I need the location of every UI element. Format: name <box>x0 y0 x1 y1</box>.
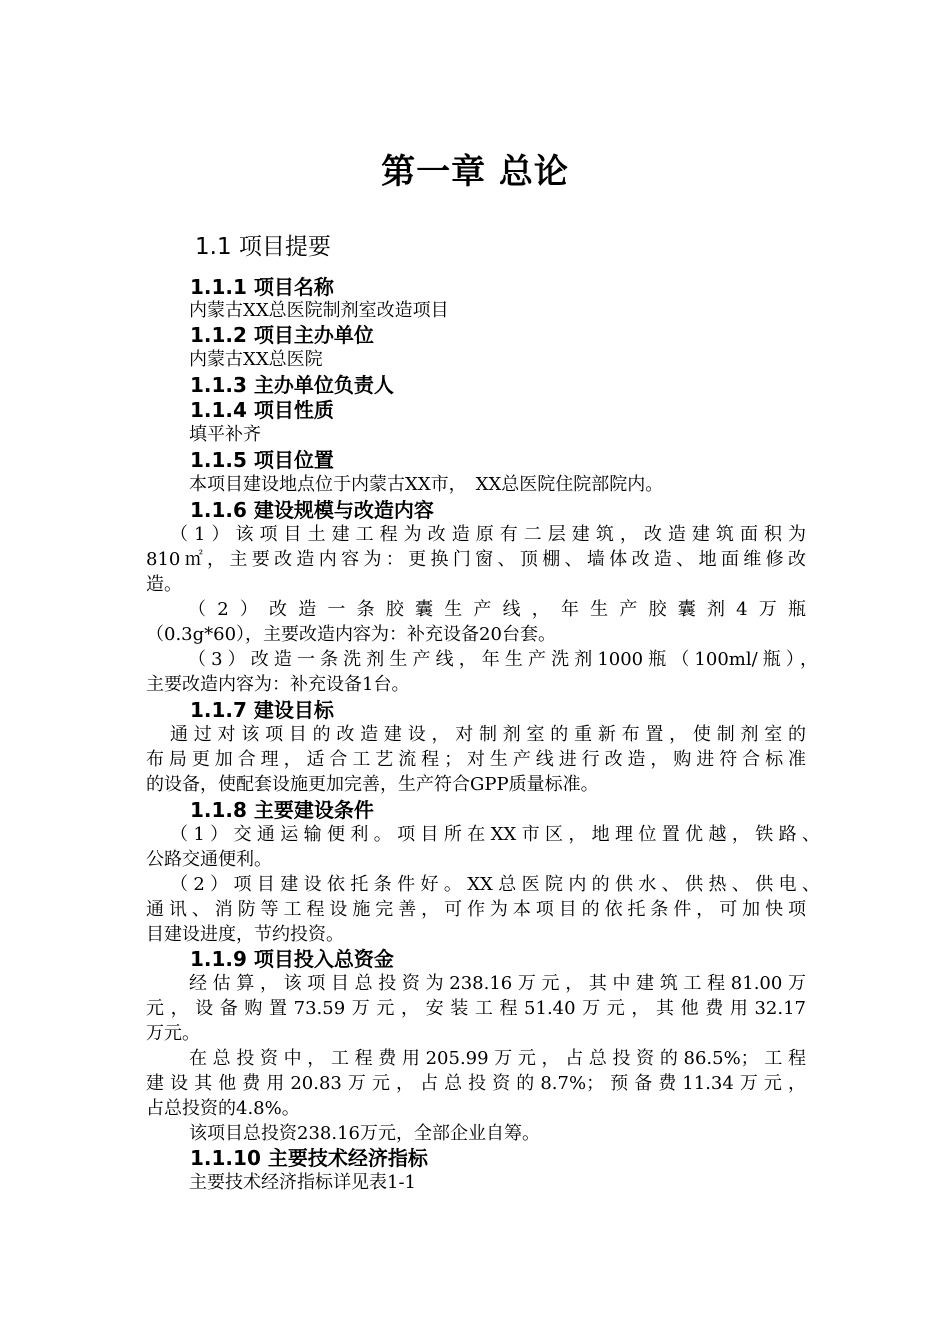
paragraph-line: （2）项目建设依托条件好。XX总医院内的供水、供热、供电、 <box>170 874 820 895</box>
paragraph-line: 该项目总投资238.16万元，全部企业自筹。 <box>189 1123 540 1144</box>
subsection-heading-1-1-7: 1.1.7 建设目标 <box>190 698 334 722</box>
paragraph-line: 造。 <box>146 574 182 595</box>
subsection-heading-1-1-5: 1.1.5 项目位置 <box>190 448 334 472</box>
project-nature-text: 填平补齐 <box>189 424 261 445</box>
subsection-heading-1-1-4: 1.1.4 项目性质 <box>190 398 334 422</box>
section-heading-1-1: 1.1 项目提要 <box>195 234 331 260</box>
paragraph-line: 目建设进度，节约投资。 <box>146 924 344 945</box>
subsection-heading-1-1-3: 1.1.3 主办单位负责人 <box>190 373 394 397</box>
paragraph-line: 经估算，该项目总投资为238.16万元，其中建筑工程81.00万 <box>189 973 806 994</box>
paragraph-line: 公路交通便利。 <box>146 849 272 870</box>
paragraph-line: 在总投资中，工程费用205.99万元，占总投资的86.5%；工程 <box>189 1048 806 1069</box>
paragraph-line: （2）改造一条胶囊生产线，年生产胶囊剂4万瓶 <box>188 599 806 620</box>
subsection-heading-1-1-1: 1.1.1 项目名称 <box>190 275 334 299</box>
paragraph-line: （1）交通运输便利。项目所在XX市区，地理位置优越，铁路、 <box>170 824 820 845</box>
paragraph-line: （1）该项目土建工程为改造原有二层建筑，改造建筑面积为 <box>170 524 806 545</box>
subsection-heading-1-1-6: 1.1.6 建设规模与改造内容 <box>190 498 434 522</box>
paragraph-line: （3）改造一条洗剂生产线，年生产洗剂1000瓶（100ml/瓶）， <box>188 649 818 670</box>
paragraph-line: 万元。 <box>146 1023 200 1044</box>
paragraph-line: （0.3g*60），主要改造内容为：补充设备20台套。 <box>146 624 556 645</box>
paragraph-line: 通过对该项目的改造建设，对制剂室的重新布置，使制剂室的 <box>170 724 806 745</box>
paragraph-line: 通讯、消防等工程设施完善，可作为本项目的依托条件，可加快项 <box>146 899 806 920</box>
paragraph-line: 占总投资的4.8%。 <box>146 1098 300 1119</box>
indicator-reference-text: 主要技术经济指标详见表1-1 <box>189 1172 416 1193</box>
sponsor-text: 内蒙古XX总医院 <box>189 349 323 370</box>
paragraph-line: 810㎡，主要改造内容为：更换门窗、顶棚、墙体改造、地面维修改 <box>146 549 806 570</box>
project-name-text: 内蒙古XX总医院制剂室改造项目 <box>189 300 449 321</box>
paragraph-line: 元，设备购置73.59万元，安装工程51.40万元，其他费用32.17 <box>146 998 806 1019</box>
project-location-text: 本项目建设地点位于内蒙古XX市， XX总医院住院部院内。 <box>189 474 664 495</box>
paragraph-line: 布局更加合理，适合工艺流程；对生产线进行改造，购进符合标准 <box>146 749 806 770</box>
chapter-title: 第一章 总论 <box>381 152 569 192</box>
paragraph-line: 主要改造内容为：补充设备1台。 <box>146 674 410 695</box>
subsection-heading-1-1-9: 1.1.9 项目投入总资金 <box>190 947 394 971</box>
paragraph-line: 建设其他费用20.83万元，占总投资的8.7%；预备费11.34万元， <box>146 1073 806 1094</box>
subsection-heading-1-1-10: 1.1.10 主要技术经济指标 <box>190 1146 428 1170</box>
paragraph-line: 的设备，使配套设施更加完善，生产符合GPP质量标准。 <box>146 774 599 795</box>
subsection-heading-1-1-2: 1.1.2 项目主办单位 <box>190 323 374 347</box>
subsection-heading-1-1-8: 1.1.8 主要建设条件 <box>190 798 374 822</box>
